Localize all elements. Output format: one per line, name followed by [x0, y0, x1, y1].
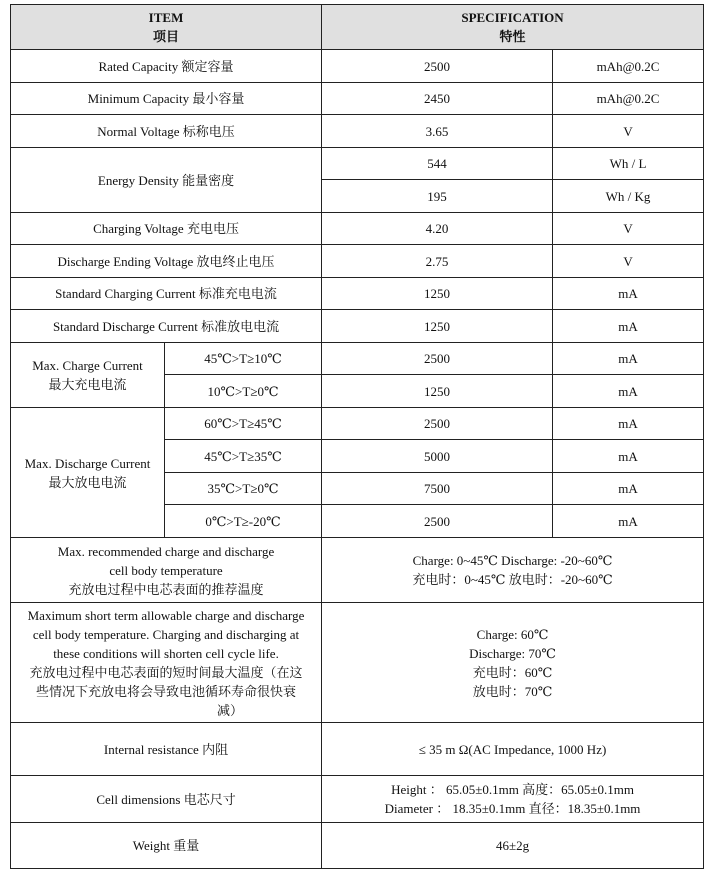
cell-height: Height ： 65.05±0.1mm 高度：65.05±0.1mm — [391, 782, 634, 797]
std-discharge-current-unit: mA — [553, 310, 704, 343]
max-discharge-unit: mA — [553, 440, 704, 473]
max-charge-unit: mA — [553, 375, 704, 408]
discharge-ending-voltage-unit: V — [553, 245, 704, 278]
internal-resistance-value: ≤ 35 m Ω(AC Impedance, 1000 Hz) — [322, 723, 704, 776]
short-term-temp-label-line: 些情况下充放电将会导致电池循环寿命很快衰 — [36, 683, 297, 699]
short-term-temp-value-line: 放电时：70℃ — [472, 683, 553, 699]
table-row — [11, 245, 704, 278]
max-discharge-value: 2500 — [322, 505, 553, 538]
table-row — [11, 115, 704, 148]
item-header-cn: 项目 — [153, 29, 180, 44]
short-term-temp-label-line: 充放电过程中电芯表面的短时间最大温度（在这 — [29, 664, 303, 680]
discharge-ending-voltage-value: 2.75 — [322, 245, 553, 278]
max-discharge-value: 5000 — [322, 440, 553, 473]
table-header-row — [11, 5, 704, 50]
short-term-temp-label-line: cell body temperature. Charging and discharging at — [32, 626, 300, 642]
std-discharge-current-label: Standard Discharge Current 标准放电电流 — [11, 310, 322, 343]
minimum-capacity-value: 2450 — [322, 83, 553, 115]
table-row — [11, 50, 704, 83]
weight-label: Weight 重量 — [11, 823, 322, 869]
table-row — [11, 213, 704, 245]
charging-voltage-unit: V — [553, 213, 704, 245]
energy-density-volumetric-unit: Wh / L — [553, 148, 704, 180]
std-charging-current-unit: mA — [553, 278, 704, 310]
recommended-temp-value — [322, 538, 704, 603]
short-term-temp-label — [11, 603, 322, 723]
energy-density-label: Energy Density 能量密度 — [11, 148, 322, 213]
std-charging-current-label: Standard Charging Current 标准充电电流 — [11, 278, 322, 310]
short-term-temp-value-line: Charge: 60℃ — [476, 626, 549, 642]
item-header-en: ITEM — [148, 10, 184, 25]
minimum-capacity-unit: mAh@0.2C — [553, 83, 704, 115]
spec-header-en: SPECIFICATION — [461, 10, 564, 25]
energy-density-gravimetric-value: 195 — [322, 180, 553, 213]
table-row — [11, 148, 704, 180]
table-row — [11, 310, 704, 343]
table-row — [11, 603, 704, 723]
recommended-temp-label — [11, 538, 322, 603]
cell-diameter: Diameter ： 18.35±0.1mm 直径：18.35±0.1mm — [384, 801, 641, 816]
recommended-temp-label-line: cell body temperature — [109, 562, 223, 578]
spec-header-cn: 特性 — [499, 29, 526, 44]
discharge-ending-voltage-label: Discharge Ending Voltage 放电终止电压 — [11, 245, 322, 278]
cell-dimensions-value — [322, 776, 704, 823]
cell-dimensions-label: Cell dimensions 电芯尺寸 — [11, 776, 322, 823]
specification-table — [10, 4, 704, 869]
internal-resistance-label: Internal resistance 内阻 — [11, 723, 322, 776]
normal-voltage-value: 3.65 — [322, 115, 553, 148]
max-discharge-value: 2500 — [322, 408, 553, 440]
max-discharge-range: 35℃>T≥0℃ — [165, 473, 322, 505]
item-header — [11, 5, 322, 50]
max-discharge-range: 60℃>T≥45℃ — [165, 408, 322, 440]
short-term-temp-label-line: these conditions will shorten cell cycle life. — [53, 645, 279, 661]
rated-capacity-value: 2500 — [322, 50, 553, 83]
weight-value: 46±2g — [322, 823, 704, 869]
recommended-temp-label-line: 充放电过程中电芯表面的推荐温度 — [68, 581, 264, 597]
table-row — [11, 823, 704, 869]
table-row — [11, 278, 704, 310]
spec-header — [322, 5, 704, 50]
normal-voltage-unit: V — [553, 115, 704, 148]
std-charging-current-value: 1250 — [322, 278, 553, 310]
max-charge-range: 10℃>T≥0℃ — [165, 375, 322, 408]
max-charge-value: 2500 — [322, 343, 553, 375]
table-row — [11, 408, 704, 440]
energy-density-gravimetric-unit: Wh / Kg — [553, 180, 704, 213]
table-row — [11, 723, 704, 776]
recommended-temp-label-line: Max. recommended charge and discharge — [57, 543, 275, 559]
short-term-temp-value-line: 充电时：60℃ — [472, 664, 553, 680]
max-charge-current-label-cn: 最大充电电流 — [48, 377, 127, 392]
max-discharge-value: 7500 — [322, 473, 553, 505]
short-term-temp-label-line: Maximum short term allowable charge and discharge — [27, 607, 305, 623]
rated-capacity-unit: mAh@0.2C — [553, 50, 704, 83]
max-discharge-unit: mA — [553, 505, 704, 538]
charging-voltage-label: Charging Voltage 充电电压 — [11, 213, 322, 245]
max-discharge-unit: mA — [553, 408, 704, 440]
table-row — [11, 538, 704, 603]
short-term-temp-value — [322, 603, 704, 723]
max-charge-current-label-en: Max. Charge Current — [32, 358, 143, 373]
max-discharge-current-label-cn: 最大放电电流 — [48, 474, 127, 490]
max-discharge-current-label-en: Max. Discharge Current — [24, 455, 151, 471]
max-discharge-range: 0℃>T≥-20℃ — [165, 505, 322, 538]
rated-capacity-label: Rated Capacity 额定容量 — [11, 50, 322, 83]
max-discharge-unit: mA — [553, 473, 704, 505]
table-row — [11, 343, 704, 375]
max-charge-range: 45℃>T≥10℃ — [165, 343, 322, 375]
recommended-temp-value-line: Charge: 0~45℃ Discharge: -20~60℃ — [412, 553, 613, 568]
short-term-temp-label-line: 减） — [217, 702, 244, 718]
max-discharge-current-label — [11, 408, 165, 538]
charging-voltage-value: 4.20 — [322, 213, 553, 245]
short-term-temp-value-line: Discharge: 70℃ — [469, 645, 556, 661]
energy-density-volumetric-value: 544 — [322, 148, 553, 180]
recommended-temp-value-line: 充电时：0~45℃ 放电时：-20~60℃ — [412, 572, 613, 587]
table-row — [11, 776, 704, 823]
std-discharge-current-value: 1250 — [322, 310, 553, 343]
normal-voltage-label: Normal Voltage 标称电压 — [11, 115, 322, 148]
max-charge-value: 1250 — [322, 375, 553, 408]
max-charge-current-label — [11, 343, 165, 408]
table-row — [11, 83, 704, 115]
max-discharge-range: 45℃>T≥35℃ — [165, 440, 322, 473]
minimum-capacity-label: Minimum Capacity 最小容量 — [11, 83, 322, 115]
max-charge-unit: mA — [553, 343, 704, 375]
